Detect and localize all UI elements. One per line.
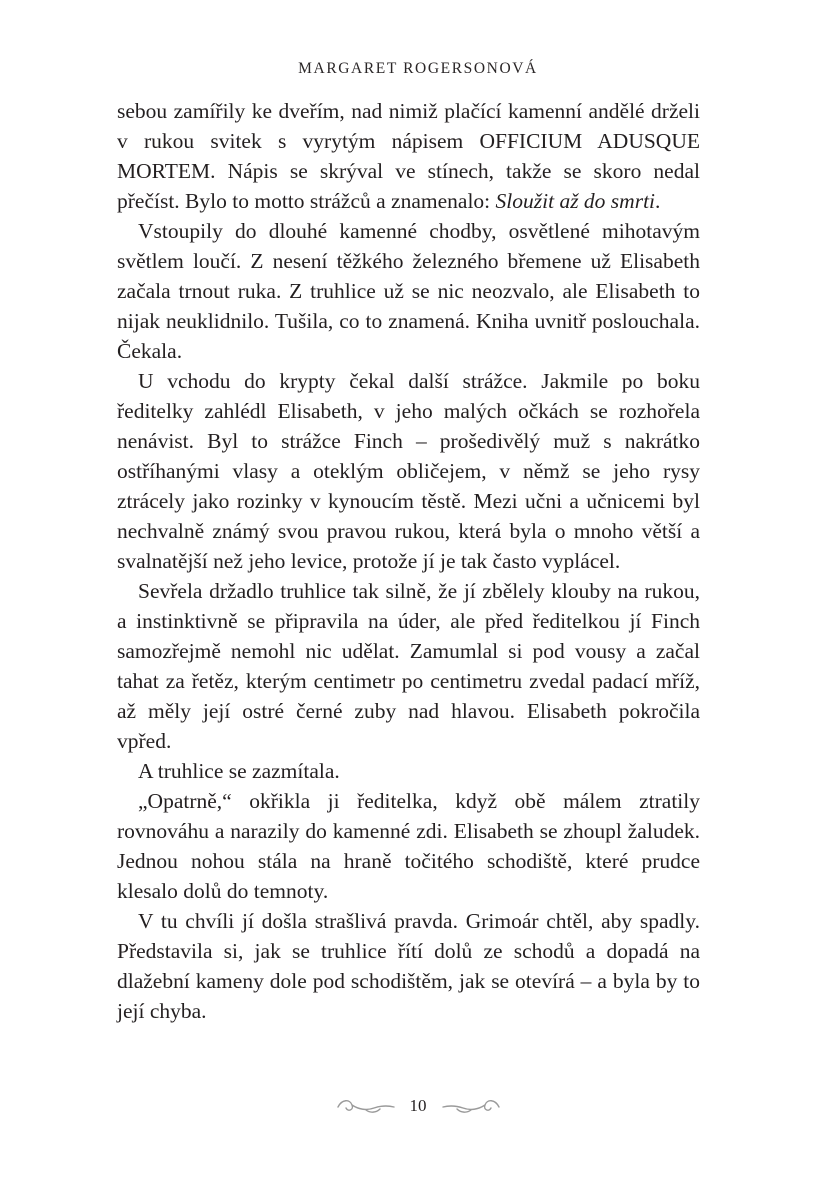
paragraph-1-text: sebou zamířily ke dveřím, nad nimiž plačící kamenní andělé drželi v rukou svitek s vyrytým nápisem OFFICIUM ADUSQUE MORTEM. Nápis se skrýval ve stínech, takže se skoro nedal přečíst. Bylo to motto strážců a znamenalo: <box>117 99 700 213</box>
paragraph-4: Sevřela držadlo truhlice tak silně, že jí zbělely klouby na rukou, a instinktivně se připravila na úder, ale před ředitelkou jí Finch samozřejmě nemohl nic udělat. Zamumlal si pod vousy a začal tahat za řetěz, kterým centimetr po centimetru zvedal padací mříž, až měly její ostré černé zuby nad hlavou. Elisabeth pokročila vpřed. <box>117 579 700 753</box>
paragraph-1 <box>117 96 700 216</box>
paragraph-6: „Opatrně,“ okřikla ji ředitelka, když obě málem ztratily rovnováhu a narazily do kamenné zdi. Elisabeth se zhoupl žaludek. Jednou nohou stála na hraně točitého schodiště, které prudce klesalo dolů do temnoty. <box>117 789 700 903</box>
paragraph-5: A truhlice se zazmítala. <box>138 759 340 783</box>
paragraph-7: V tu chvíli jí došla strašlivá pravda. Grimoár chtěl, aby spadly. Představila si, jak se truhlice řítí dolů ze schodů a dopadá na dlažební kameny dole pod schodištěm, jak se otevírá – a byla by to její chyba. <box>117 909 700 1023</box>
paragraph-1-italic: Sloužit až do smrti <box>495 189 656 213</box>
page-number: 10 <box>409 1096 427 1115</box>
running-head: MARGARET ROGERSONOVÁ <box>298 60 538 77</box>
paragraph-2: Vstoupily do dlouhé kamenné chodby, osvětlené mihotavým světlem loučí. Z nesení těžkého železného břemene už Elisabeth začala trnout ruka. Z truhlice už se nic neozvalo, ale Elisabeth to nijak neuklidnilo. Tušila, co to znamená. Kniha uvnitř poslouchala. Čekala. <box>117 219 700 363</box>
paragraph-3: U vchodu do krypty čekal další strážce. Jakmile po boku ředitelky zahlédl Elisabeth, v jeho malých očkách se rozhořela nenávist. Byl to strážce Finch – prošedivělý muž s nakrátko ostříhanými vlasy a oteklým obličejem, v němž se jeho rysy ztrácely jako rozinky v kynoucím těstě. Mezi učni a učnicemi byl nechvalně známý svou pravou rukou, která byla o mnoho větší a svalnatější než jeho levice, protože jí je tak často vyplácel. <box>117 369 700 573</box>
flourish-right-icon <box>441 1095 501 1117</box>
body-text <box>117 96 700 1026</box>
paragraph-1-end: . <box>655 189 661 213</box>
page-footer <box>0 1091 836 1121</box>
flourish-left-icon <box>336 1095 396 1117</box>
